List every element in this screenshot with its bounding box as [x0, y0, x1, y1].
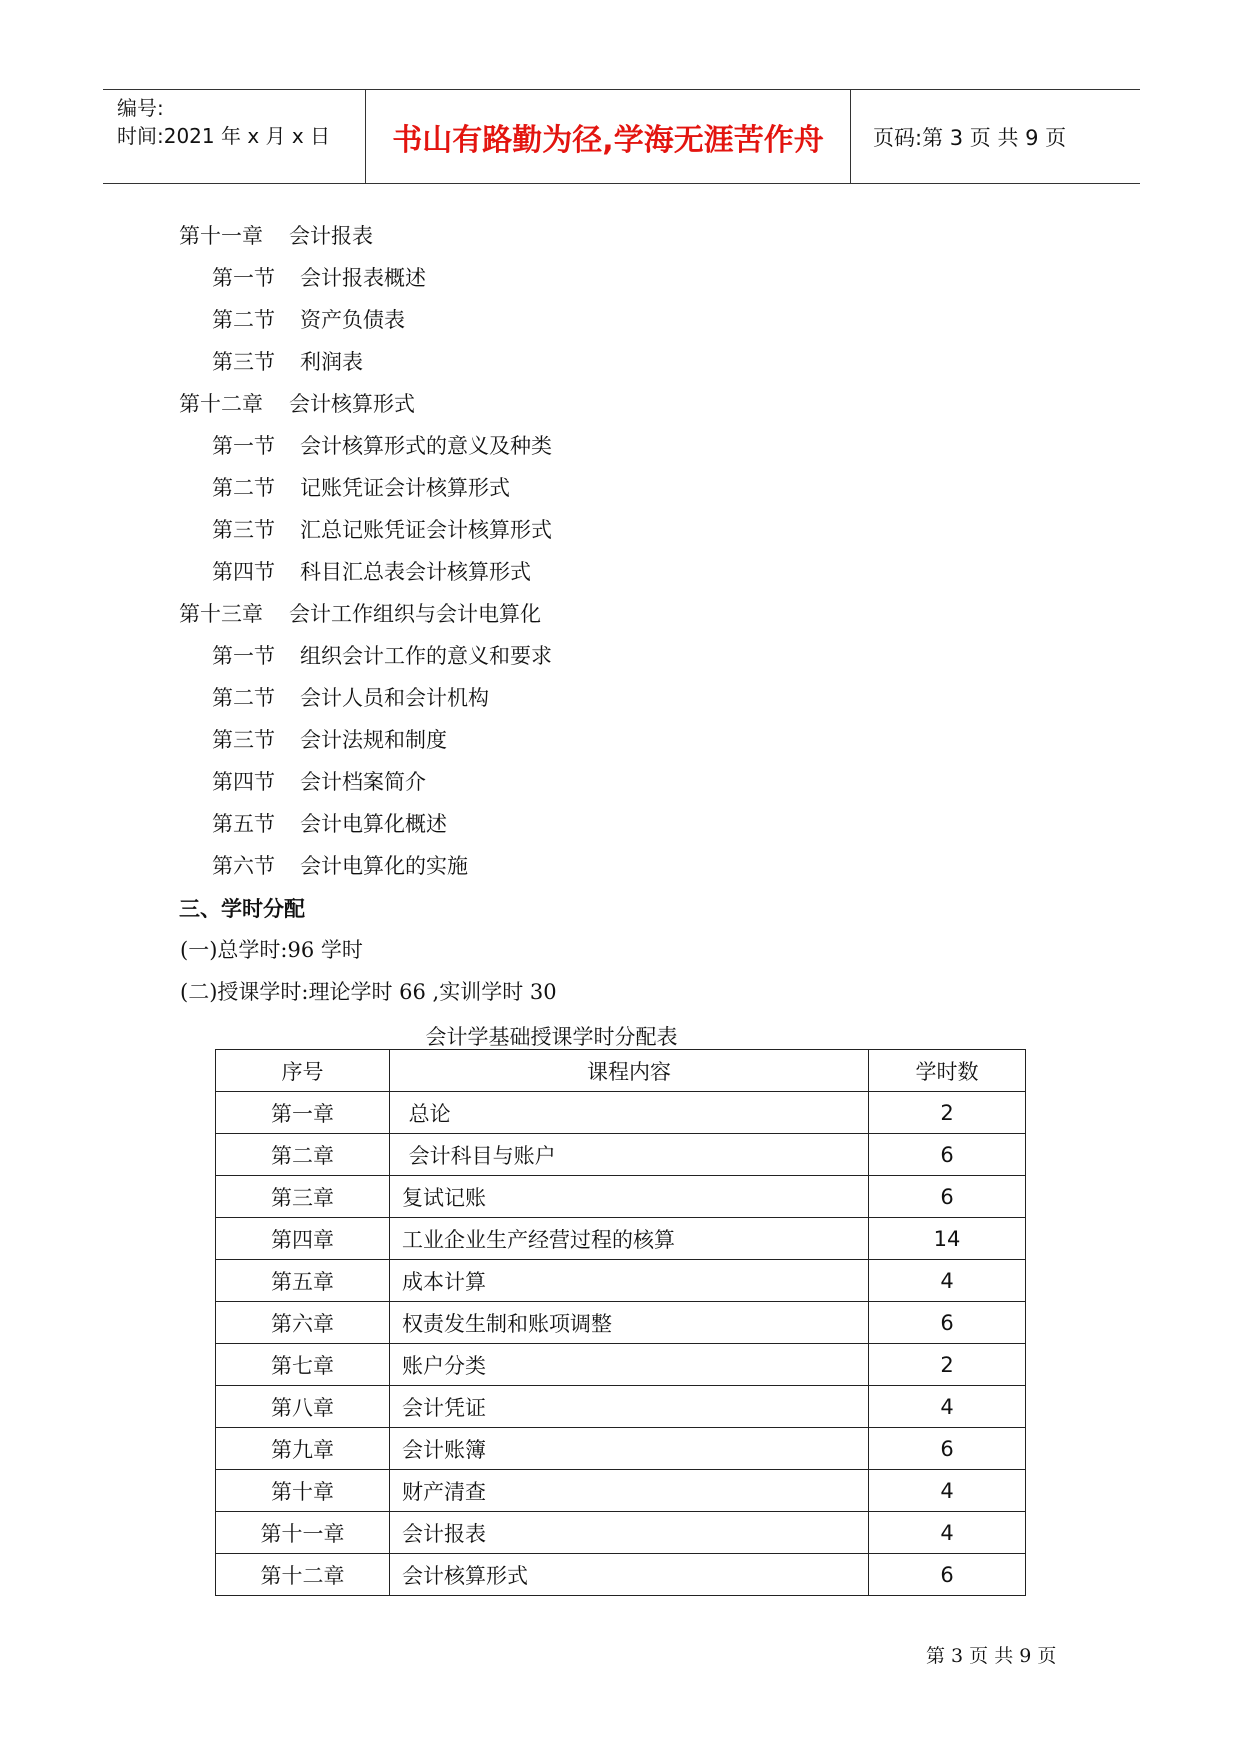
row-content: 会计报表 [390, 1512, 869, 1554]
row-hours: 6 [869, 1302, 1026, 1344]
toc-title: 会计人员和会计机构 [300, 686, 489, 710]
section-heading: 三、学时分配 [179, 897, 305, 921]
document-time-label: 时间:2021 年 x 月 x 日 [117, 124, 331, 148]
page-footer: 第 3 页 共 9 页 [926, 1645, 1057, 1667]
table-row [216, 1344, 1026, 1386]
table-row [216, 1218, 1026, 1260]
row-hours: 6 [869, 1134, 1026, 1176]
teaching-hours-line: (二)授课学时:理论学时 66 ,实训学时 30 [180, 980, 557, 1004]
toc-section [212, 727, 447, 753]
table-row [216, 1386, 1026, 1428]
row-content: 账户分类 [390, 1344, 869, 1386]
row-chapter: 第七章 [216, 1344, 390, 1386]
table-row [216, 1512, 1026, 1554]
toc-chapter [179, 223, 373, 249]
table-row [216, 1092, 1026, 1134]
table-row [216, 1554, 1026, 1596]
row-hours: 2 [869, 1092, 1026, 1134]
table-header-row [216, 1050, 1026, 1092]
toc-title: 资产负债表 [300, 308, 405, 332]
toc-title: 会计档案简介 [300, 770, 426, 794]
toc-section [212, 307, 405, 333]
toc-number: 第二节 [212, 686, 275, 710]
row-chapter: 第五章 [216, 1260, 390, 1302]
toc-number: 第十三章 [179, 602, 263, 626]
total-hours-line: (一)总学时:96 学时 [180, 938, 363, 962]
row-hours: 6 [869, 1554, 1026, 1596]
toc-section [212, 853, 468, 879]
toc-chapter [179, 601, 541, 627]
toc-section [212, 349, 363, 375]
toc-number: 第一节 [212, 644, 275, 668]
toc-section [212, 265, 426, 291]
toc-title: 记账凭证会计核算形式 [300, 476, 510, 500]
row-content: 成本计算 [390, 1260, 869, 1302]
row-hours: 4 [869, 1470, 1026, 1512]
row-content: 总论 [390, 1092, 869, 1134]
header-content: 课程内容 [390, 1050, 869, 1092]
toc-title: 会计法规和制度 [300, 728, 447, 752]
toc-title: 会计核算形式 [289, 392, 415, 416]
table-row [216, 1134, 1026, 1176]
row-chapter: 第九章 [216, 1428, 390, 1470]
toc-title: 组织会计工作的意义和要求 [300, 644, 552, 668]
row-chapter: 第八章 [216, 1386, 390, 1428]
row-chapter: 第十一章 [216, 1512, 390, 1554]
row-chapter: 第十二章 [216, 1554, 390, 1596]
row-chapter: 第一章 [216, 1092, 390, 1134]
header-hours: 学时数 [869, 1050, 1026, 1092]
toc-title: 利润表 [300, 350, 363, 374]
toc-title: 会计工作组织与会计电算化 [289, 602, 541, 626]
row-chapter: 第六章 [216, 1302, 390, 1344]
toc-section [212, 811, 447, 837]
toc-section [212, 685, 489, 711]
row-hours: 2 [869, 1344, 1026, 1386]
toc-title: 会计报表 [289, 224, 373, 248]
header-page-label: 页码:第 3 页 共 9 页 [873, 125, 1067, 150]
toc-number: 第二节 [212, 476, 275, 500]
header-motto: 书山有路勤为径,学海无涯苦作舟 [366, 90, 851, 183]
toc-section [212, 643, 552, 669]
row-hours: 6 [869, 1176, 1026, 1218]
row-content: 会计科目与账户 [390, 1134, 869, 1176]
toc-number: 第一节 [212, 434, 275, 458]
toc-number: 第十二章 [179, 392, 263, 416]
toc-number: 第十一章 [179, 224, 263, 248]
header-seq: 序号 [216, 1050, 390, 1092]
toc-section [212, 517, 552, 543]
toc-section [212, 769, 426, 795]
row-chapter: 第二章 [216, 1134, 390, 1176]
toc-title: 会计电算化概述 [300, 812, 447, 836]
table-row [216, 1302, 1026, 1344]
toc-title: 会计电算化的实施 [300, 854, 468, 878]
toc-number: 第二节 [212, 308, 275, 332]
toc-number: 第三节 [212, 518, 275, 542]
toc-number: 第三节 [212, 728, 275, 752]
toc-section [212, 559, 531, 585]
table-row [216, 1176, 1026, 1218]
row-hours: 14 [869, 1218, 1026, 1260]
toc-number: 第五节 [212, 812, 275, 836]
toc-title: 科目汇总表会计核算形式 [300, 560, 531, 584]
document-number-label: 编号: [117, 96, 164, 120]
toc-number: 第四节 [212, 560, 275, 584]
row-hours: 4 [869, 1386, 1026, 1428]
row-content: 工业企业生产经营过程的核算 [390, 1218, 869, 1260]
table-row [216, 1428, 1026, 1470]
row-chapter: 第三章 [216, 1176, 390, 1218]
row-content: 复试记账 [390, 1176, 869, 1218]
table-row [216, 1260, 1026, 1302]
toc-number: 第四节 [212, 770, 275, 794]
row-hours: 4 [869, 1512, 1026, 1554]
toc-section [212, 433, 552, 459]
toc-number: 第三节 [212, 350, 275, 374]
header-left-cell [103, 90, 366, 183]
row-content: 财产清查 [390, 1470, 869, 1512]
row-content: 会计核算形式 [390, 1554, 869, 1596]
toc-chapter [179, 391, 415, 417]
toc-title: 会计核算形式的意义及种类 [300, 434, 552, 458]
table-row [216, 1470, 1026, 1512]
row-content: 会计凭证 [390, 1386, 869, 1428]
toc-number: 第一节 [212, 266, 275, 290]
row-hours: 6 [869, 1428, 1026, 1470]
toc-section [212, 475, 510, 501]
toc-title: 会计报表概述 [300, 266, 426, 290]
row-hours: 4 [869, 1260, 1026, 1302]
toc-number: 第六节 [212, 854, 275, 878]
row-chapter: 第十章 [216, 1470, 390, 1512]
page-header [103, 89, 1140, 184]
table-caption: 会计学基础授课学时分配表 [425, 1025, 678, 1049]
row-chapter: 第四章 [216, 1218, 390, 1260]
hours-allocation-table [215, 1049, 1026, 1596]
toc-title: 汇总记账凭证会计核算形式 [300, 518, 552, 542]
row-content: 权责发生制和账项调整 [390, 1302, 869, 1344]
row-content: 会计账簿 [390, 1428, 869, 1470]
